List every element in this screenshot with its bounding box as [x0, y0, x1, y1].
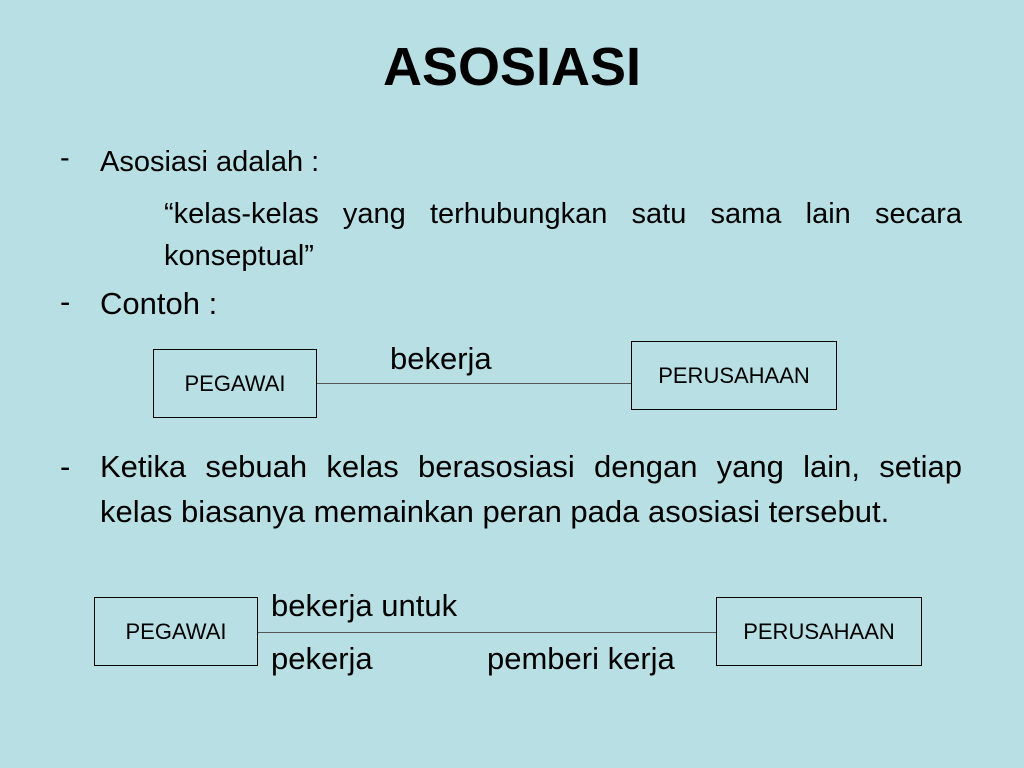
slide-title: ASOSIASI: [382, 37, 642, 97]
diagram2-right-role: pemberi kerja: [487, 641, 675, 676]
bullet2-label: Contoh :: [100, 286, 218, 321]
diagram2-box-pegawai: [94, 597, 258, 666]
association-definition: “kelas-kelas yang terhubungkan satu sama lain secara konseptual”: [164, 198, 962, 272]
diagram1-box-perusahaan-label: PERUSAHAAN: [658, 362, 810, 388]
diagram1-box-perusahaan: [631, 341, 837, 410]
diagram2-left-role: pekerja: [271, 641, 373, 676]
diagram2-association-label: bekerja untuk: [271, 588, 458, 623]
diagram1-line: [316, 383, 631, 384]
bullet3-dash: -: [60, 449, 71, 484]
diagram1-association-label: bekerja: [390, 341, 492, 376]
bullet3-text: Ketika sebuah kelas berasosiasi dengan yang lain, setiap kelas biasanya memainkan peran pada asosiasi tersebut.: [100, 449, 962, 529]
diagram2-box-perusahaan: [716, 597, 922, 666]
diagram2-box-perusahaan-label: PERUSAHAAN: [743, 618, 895, 644]
bullet1-dash: -: [60, 142, 70, 174]
diagram2-box-pegawai-label: PEGAWAI: [125, 618, 227, 644]
diagram1-box-pegawai-label: PEGAWAI: [184, 370, 286, 396]
diagram2-line: [257, 632, 716, 633]
diagram1-box-pegawai: [153, 349, 317, 418]
bullet1-label: Asosiasi adalah :: [100, 146, 320, 178]
bullet2-dash: -: [60, 284, 71, 319]
